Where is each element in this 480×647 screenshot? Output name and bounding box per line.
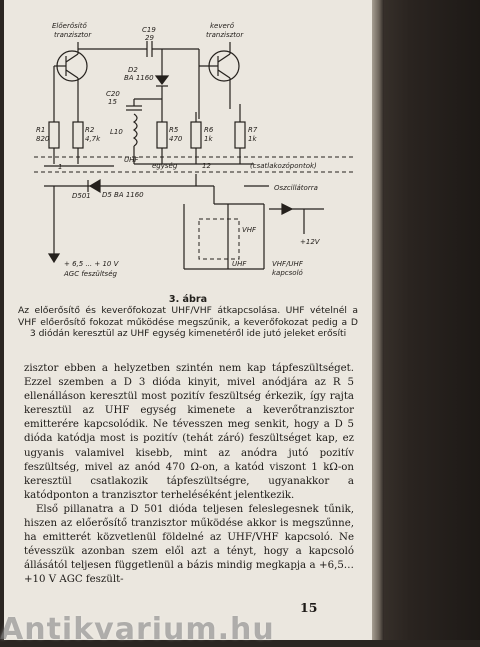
label-switch-2: kapcsoló [272, 269, 303, 277]
label-mixer-1: keverő [210, 22, 234, 30]
label-r7-val: 1k [248, 135, 257, 143]
page-number: 15 [300, 600, 318, 615]
body-text [24, 362, 354, 588]
label-agc-range: + 6,5 ... + 10 V [64, 260, 119, 268]
label-preamp-1: Előerősítő [52, 22, 87, 30]
label-plus12: +12V [300, 238, 320, 246]
resistor-r6 [191, 122, 201, 148]
figure-caption [18, 294, 358, 340]
label-c20: C20 [106, 90, 120, 98]
resistor-r2 [73, 122, 83, 148]
resistor-r7 [235, 122, 245, 148]
dark-background [372, 0, 480, 640]
label-r2: R2 [85, 126, 95, 134]
label-c19-val: 29 [145, 34, 154, 42]
label-uhf-mid: UHF [124, 156, 139, 164]
label-oszcillator: Oszcillátorra [274, 184, 318, 192]
paragraph-1: zisztor ebben a helyzetben szintén nem kap tápfeszültséget. Ezzel szemben a D 3 dióda kinyit, mivel anódjára az R 5 ellenálláson keresztül most pozitív feszültség érkezik, így rajta keresztül az UHF egység kimenete a keverőtranzisztor emitterére kapcsolódik. Ne tévesszen meg senkit, hogy a D 5 dióda katódja most is pozitív (tehát záró) feszültséget kap, ez ugyanis valamivel kisebb, mint az anódra jutó pozitív feszültség, mivel az anód 470 Ω-on, a katód viszont 1 kΩ-on keresztül csatlakozik tápfeszültségre, ugyanakkor a katódponton a tranzisztor terheléséként jelentkezik. [24, 363, 354, 501]
label-d2: D2 [128, 66, 138, 74]
label-mixer-2: tranzisztor [206, 31, 244, 39]
label-num-12: 12 [202, 162, 211, 170]
book-page [4, 0, 372, 640]
label-d2-type: BA 1160 [124, 74, 154, 82]
label-connector: (csatlakozópontok) [250, 162, 317, 170]
label-d501: D501 [72, 192, 91, 200]
resistor-r5 [157, 122, 167, 148]
label-r6-val: 1k [204, 135, 213, 143]
caption-title: 3. ábra [168, 294, 208, 305]
watermark: Antikvarium.hu [0, 612, 275, 647]
label-l10: L10 [110, 128, 123, 136]
label-r5: R5 [169, 126, 179, 134]
label-num-1: 1 [58, 163, 63, 171]
circuit-diagram [14, 4, 364, 294]
label-vhf: VHF [242, 226, 257, 234]
label-preamp-2: tranzisztor [54, 31, 92, 39]
label-r1: R1 [36, 126, 46, 134]
label-egyseg: egység [152, 162, 178, 170]
label-agc: AGC feszültség [64, 270, 117, 278]
label-d5: D5 [102, 191, 112, 199]
paragraph-2: Első pillanatra a D 501 dióda teljesen feleslegesnek tűnik, hiszen az előerősítő tranzisztor működése akkor is megszűnne, ha emitterét közvetlenül földelné az UHF/VHF kapcsoló. Ne tévesszük azonban szem elől azt a tényt, hogy a kapcsoló állásától teljesen függetlenül a bázis mindig megkapja a +6,5…+10 V AGC feszült- [24, 503, 354, 586]
label-switch-1: VHF/UHF [272, 260, 303, 268]
caption-body: Az előerősítő és keverőfokozat UHF/VHF átkapcsolása. UHF vételnél a VHF előerősítő fokozat működése megszűnik, a keverőfokozat pedig a D 3 diódán keresztül az UHF egység kimenetéről ide jutó jeleket erősíti [18, 305, 358, 340]
label-uhf-switch: UHF [232, 260, 247, 268]
label-r7: R7 [248, 126, 258, 134]
label-d5-type: BA 1160 [114, 191, 144, 199]
label-r5-val: 470 [169, 135, 183, 143]
label-r2-val: 4,7k [85, 135, 101, 143]
label-r6: R6 [204, 126, 214, 134]
resistor-r1 [49, 122, 59, 148]
book-spine-edge [372, 0, 384, 640]
label-c19: C19 [142, 26, 156, 34]
label-r1-val: 820 [36, 135, 50, 143]
label-c20-val: 15 [108, 98, 117, 106]
